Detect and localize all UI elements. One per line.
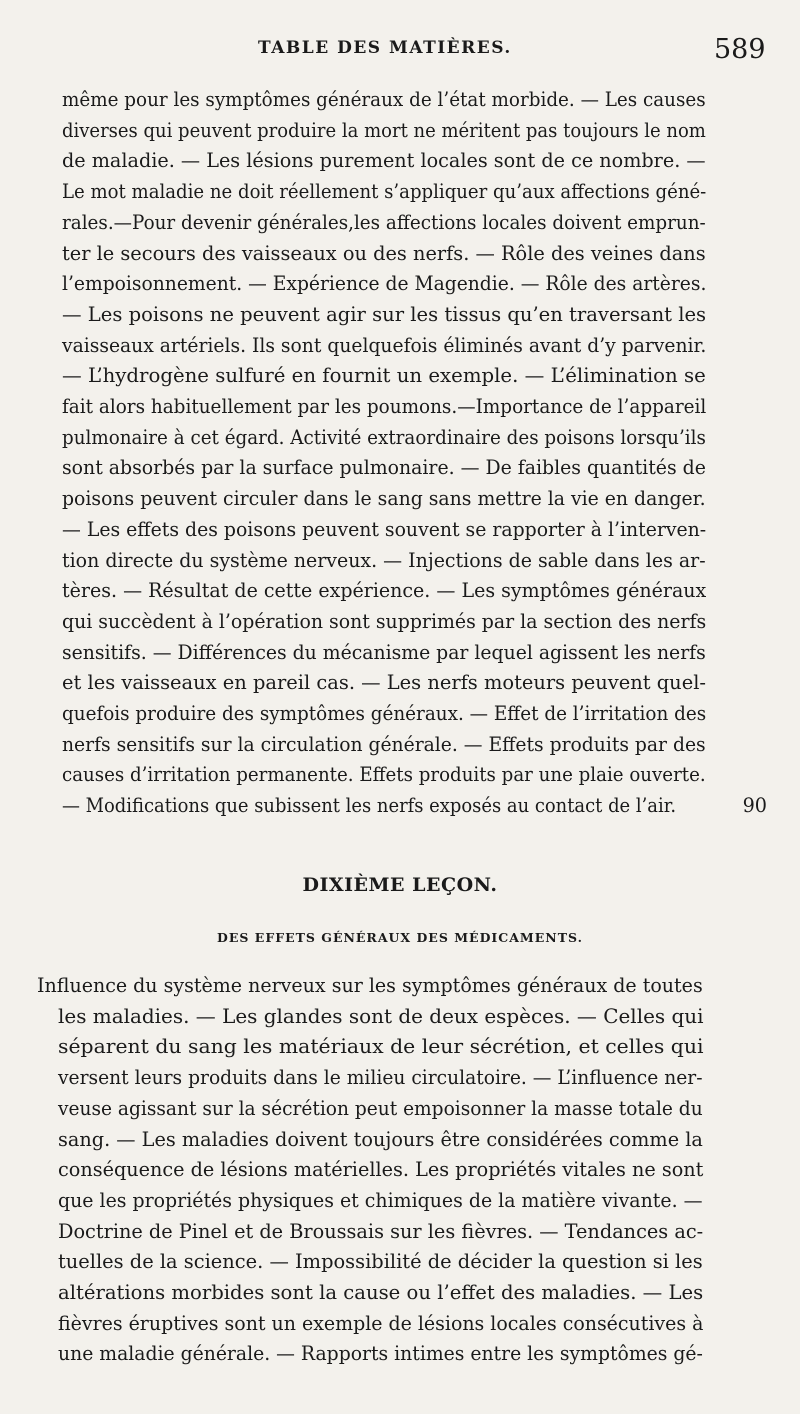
text-line: qui succèdent à l’opération sont supprimés par la section des nerfs xyxy=(62,609,707,633)
text-line: tion directe du système nerveux. — Injections de sable dans les ar- xyxy=(62,548,706,572)
text-line: Influence du système nerveux sur les symptômes généraux de toutes xyxy=(37,974,703,997)
text-line: fièvres éruptives sont un exemple de lésions locales consécutives à xyxy=(58,1311,704,1335)
lesson-subtitle: DES EFFETS GÉNÉRAUX DES MÉDICAMENTS. xyxy=(217,930,583,945)
text-line: de maladie. — Les lésions purement locales sont de ce nombre. — xyxy=(62,149,706,173)
text-line: Doctrine de Pinel et de Broussais sur les fièvres. — Tendances ac- xyxy=(58,1219,704,1243)
text-line: — L’hydrogène sulfuré en fournit un exemple. — L’élimination se xyxy=(62,364,706,388)
text-line: pulmonaire à cet égard. Activité extraordinaire des poisons lorsqu’ils xyxy=(62,425,706,449)
text-line: conséquence de lésions matérielles. Les propriétés vitales ne sont xyxy=(58,1158,704,1182)
text-line: — Modifications que subissent les nerfs exposés au contact de l’air. xyxy=(62,794,677,818)
text-line: séparent du sang les matériaux de leur sécrétion, et celles qui xyxy=(58,1035,704,1059)
text-line: Le mot maladie ne doit réellement s’appliquer qu’aux affections géné- xyxy=(62,180,707,204)
toc-page-ref: 90 xyxy=(742,794,767,818)
text-line: rales.—Pour devenir générales,les affections locales doivent emprun- xyxy=(62,210,706,234)
text-line: veuse agissant sur la sécrétion peut empoisonner la masse totale du xyxy=(58,1096,703,1120)
text-line: altérations morbides sont la cause ou l’effet des maladies. — Les xyxy=(58,1281,704,1304)
text-line: l’empoisonnement. — Expérience de Magendie. — Rôle des artères. xyxy=(62,272,707,296)
text-line: les maladies. — Les glandes sont de deux espèces. — Celles qui xyxy=(58,1004,704,1028)
text-line: sont absorbés par la surface pulmonaire. — De faibles quantités de xyxy=(62,456,706,480)
lesson-title: DIXIÈME LEÇON. xyxy=(302,874,498,896)
text-line: diverses qui peuvent produire la mort ne méritent pas toujours le nom xyxy=(62,118,706,142)
page-number: 589 xyxy=(714,34,766,65)
text-line: ter le secours des vaisseaux ou des nerfs. — Rôle des veines dans xyxy=(62,241,706,265)
text-line: sang. — Les maladies doivent toujours être considérées comme la xyxy=(58,1127,703,1151)
text-line: fait alors habituellement par les poumons.—Importance de l’appareil xyxy=(62,395,707,418)
text-line: tuelles de la science. — Impossibilité de décider la question si les xyxy=(58,1250,703,1274)
text-line: causes d’irritation permanente. Effets produits par une plaie ouverte. xyxy=(62,763,706,787)
text-line: versent leurs produits dans le milieu circulatoire. — L’influence ner- xyxy=(58,1066,703,1090)
running-title: TABLE DES MATIÈRES. xyxy=(258,38,512,58)
text-line: que les propriétés physiques et chimiques de la matière vivante. — xyxy=(58,1188,703,1212)
text-line: une maladie générale. — Rapports intimes entre les symptômes gé- xyxy=(58,1342,703,1366)
text-line: poisons peuvent circuler dans le sang sans mettre la vie en danger. xyxy=(62,487,706,511)
text-line: même pour les symptômes généraux de l’état morbide. — Les causes xyxy=(62,88,706,111)
text-line: sensitifs. — Différences du mécanisme par lequel agissent les nerfs xyxy=(62,640,706,664)
text-line: vaisseaux artériels. Ils sont quelquefois éliminés avant d’y parvenir. xyxy=(62,333,707,357)
text-line: et les vaisseaux en pareil cas. — Les nerfs moteurs peuvent quel- xyxy=(62,671,706,695)
text-line: tères. — Résultat de cette expérience. — Les symptômes généraux xyxy=(62,579,707,603)
text-line: — Les effets des poisons peuvent souvent se rapporter à l’interven- xyxy=(62,517,707,541)
text-line: nerfs sensitifs sur la circulation générale. — Effets produits par des xyxy=(62,732,706,756)
page-header xyxy=(0,34,800,74)
text-line: — Les poisons ne peuvent agir sur les tissus qu’en traversant les xyxy=(62,302,707,326)
text-line: quefois produire des symptômes généraux. — Effet de l’irritation des xyxy=(62,702,707,725)
